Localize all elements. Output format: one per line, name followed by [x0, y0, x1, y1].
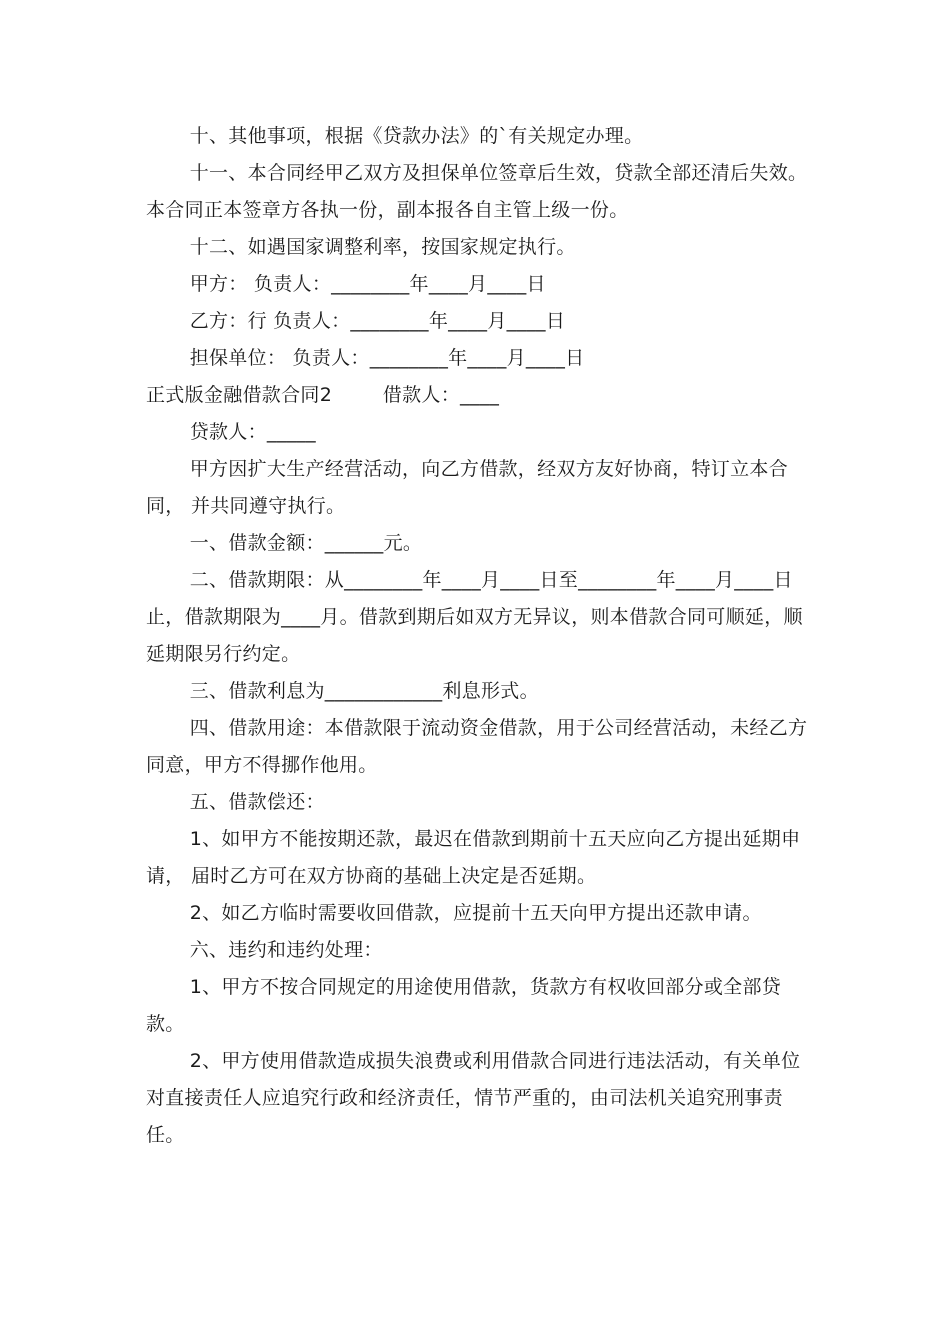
paragraph-breach-heading: 六、违约和违约处理：	[189, 939, 383, 961]
paragraph-preamble: 甲方因扩大生产经营活动，向乙方借款，经双方友好协商，特订立本合同， 并共同遵守执行。	[146, 458, 788, 517]
paragraph-clause-11: 十一、本合同经甲乙双方及担保单位签章后生效，贷款全部还清后失效。本合同正本签章方各执一份，副本报各自主管上级一份。	[146, 162, 808, 221]
paragraph-breach-2: 2、甲方使用借款造成损失浪费或利用借款合同进行违法活动，有关单位对直接责任人应追究行政和经济责任，情节严重的，由司法机关追究刑事责任。	[146, 1050, 801, 1146]
paragraph-loan-purpose: 四、借款用途：本借款限于流动资金借款，用于公司经营活动，未经乙方同意，甲方不得挪作他用。	[146, 717, 808, 776]
paragraph-clause-10: 十、其他事项，根据《贷款办法》的`有关规定办理。	[189, 125, 644, 147]
signature-line-party-a: 甲方： 负责人：________年____月____日	[189, 273, 546, 295]
paragraph-loan-term: 二、借款期限：从________年____月____日至________年____月____日止，借款期限为____月。借款到期后如双方无异议，则本借款合同可顺延，顺延期限另行约定。	[146, 569, 803, 665]
paragraph-clause-12: 十二、如遇国家调整利率，按国家规定执行。	[189, 236, 576, 258]
signature-line-guarantor: 担保单位： 负责人：________年____月____日	[189, 347, 585, 369]
paragraph-repayment-2: 2、如乙方临时需要收回借款，应提前十五天向甲方提出还款申请。	[189, 902, 762, 924]
paragraph-repayment-heading: 五、借款偿还：	[189, 791, 325, 813]
paragraph-lender: 贷款人：_____	[189, 421, 316, 443]
paragraph-loan-amount: 一、借款金额：______元。	[189, 532, 423, 554]
signature-line-party-b: 乙方：行 负责人：________年____月____日	[189, 310, 566, 332]
document-body	[146, 118, 810, 1154]
contract-2-heading: 正式版金融借款合同2 借款人：____	[146, 384, 500, 406]
paragraph-repayment-1: 1、如甲方不能按期还款，最迟在借款到期前十五天应向乙方提出延期申请， 届时乙方可在双方协商的基础上决定是否延期。	[146, 828, 801, 887]
paragraph-breach-1: 1、甲方不按合同规定的用途使用借款，货款方有权收回部分或全部贷款。	[146, 976, 782, 1035]
paragraph-loan-interest: 三、借款利息为____________利息形式。	[189, 680, 539, 702]
